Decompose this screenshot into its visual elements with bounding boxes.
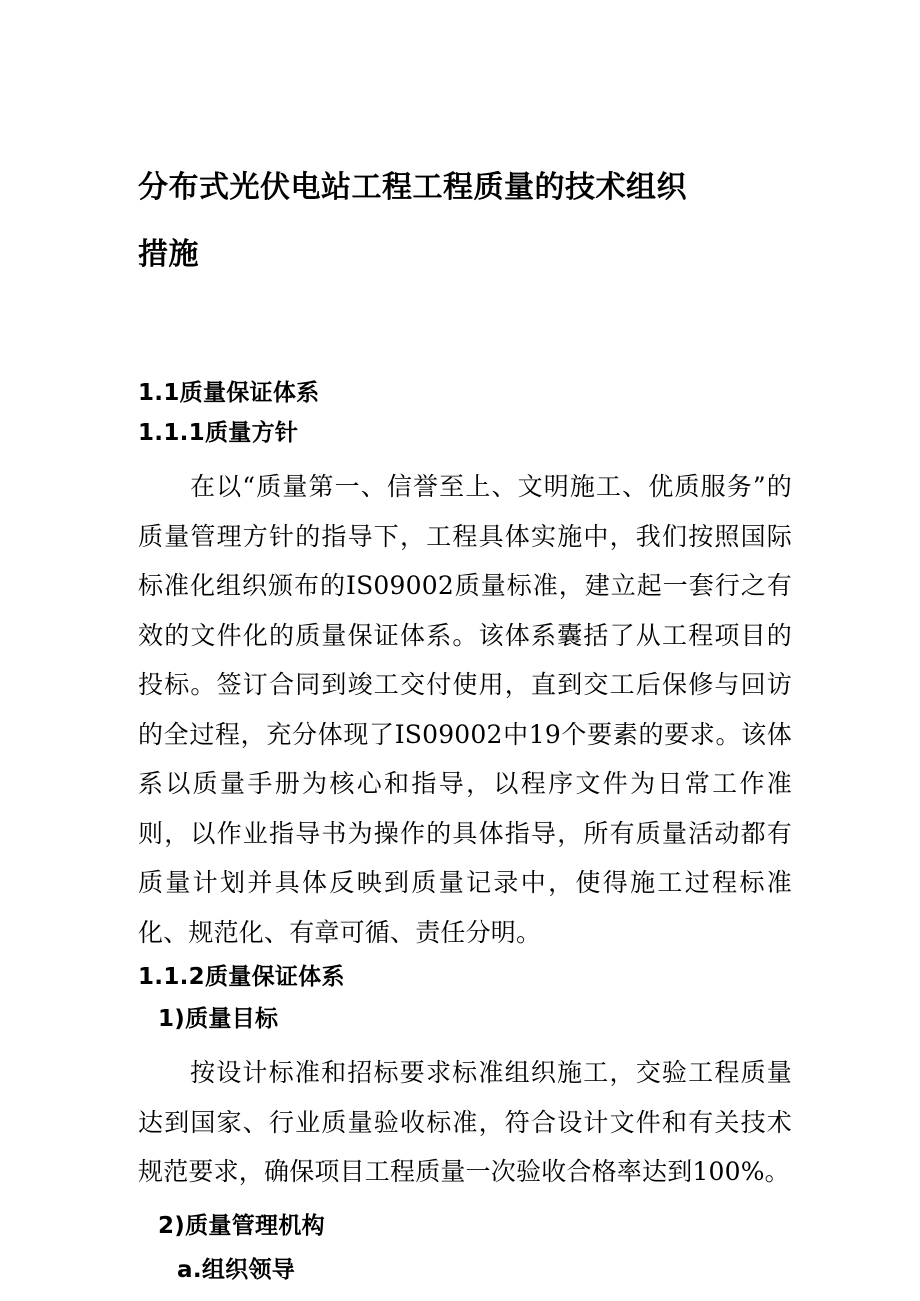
document-body (138, 0, 792, 1292)
section-heading-1-1-2: 1.1.2质量保证体系 (138, 964, 345, 990)
paragraph-quality-target: 按设计标准和招标要求标准组织施工，交验工程质量达到国家、行业质量验收标准，符合设计文件和有关技术规范要求，确保项目工程质量一次验收合格率达到100%。 (138, 1058, 792, 1186)
paragraph-spacer (138, 1197, 792, 1204)
list-item-quality-target: 1)质量目标 (158, 1006, 279, 1032)
page-title: 分布式光伏电站工程工程质量的技术组织 (138, 170, 687, 205)
page-title-continued: 措施 (138, 237, 199, 272)
section-heading-1-1-1: 1.1.1质量方针 (138, 420, 299, 446)
list-item-organization-leadership: a.组织领导 (177, 1256, 296, 1283)
list-item-quality-organization: 2)质量管理机构 (158, 1212, 325, 1239)
section-heading-1-1: 1.1质量保证体系 (138, 380, 320, 406)
paragraph-quality-policy: 在以“质量第一、信誉至上、文明施工、优质服务”的质量管理方针的指导下，工程具体实施中，我们按照国际标准化组织颁布的IS09002质量标准，建立起一套行之有效的文件化的质量保证体系。该体系囊括了从工程项目的投标。签订合同到竣工交付使用，直到交工后保修与回访的全过程，充分体现了IS09002中19个要素的要求。该体系以质量手册为核心和指导，以程序文件为日常工作准则，以作业指导书为操作的具体指导，所有质量活动都有质量计划并具体反映到质量记录中，使得施工过程标准化、规范化、有章可循、责任分明。 (138, 472, 792, 947)
